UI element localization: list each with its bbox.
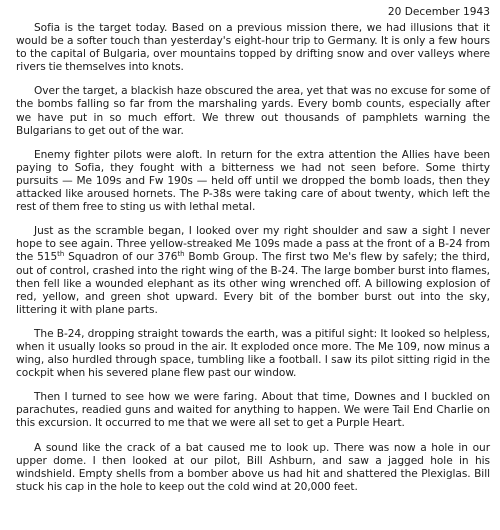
entry-date: 20 December 1943 bbox=[387, 6, 490, 18]
paragraph-3: Enemy fighter pilots were aloft. In return for the extra attention the Allies have been paying to Sofia, they fought with a bitterness we had not seen before. Some thirty pursuits — Me 109s and Fw 190s — held off until we dropped the bomb loads, then they attacked like aroused hornets. The P-38s were taking care of about twenty, which left the rest of them free to sting us with lethal metal. bbox=[16, 148, 490, 214]
paragraph-5: The B-24, dropping straight towards the earth, was a pitiful sight: It looked so helpless, when it usually looks so proud in the air. It exploded once more. The Me 109, now minus a wing, also hurdled through space, tumbling like a football. I saw its pilot sitting rigid in the cockpit when his severed plane flew past our window. bbox=[16, 327, 490, 380]
ordinal-suffix: th bbox=[57, 250, 65, 259]
paragraph-2: Over the target, a blackish haze obscured the area, yet that was no excuse for some of the bombs falling so far from the marshaling yards. Every bomb counts, especially after we have put in so much effort. We threw out thousands of pamphlets warning the Bulgarians to get out of the war. bbox=[16, 85, 490, 137]
paragraph-4-text-middle: Squadron of our 376 bbox=[64, 251, 178, 264]
paragraph-4 bbox=[16, 225, 490, 317]
ordinal-suffix: th bbox=[177, 250, 185, 259]
document-page bbox=[16, 6, 490, 494]
paragraph-4-text-after: Bomb Group. The first two Me's flew by safely; the third, out of control, crashed into the right wing of the B-24. The large bomber burst into flames, then fell like a wounded elephant as its other wing wrenched off. A billowing explosion of red, yellow, and green shot upward. Every bit of the bomber burst out into the sky, littering it with plane parts. bbox=[16, 251, 490, 316]
paragraph-4-text-before: Just as the scramble began, I looked over my right shoulder and saw a sight I never hope to see again. Three yellow-streaked Me 109s made a pass at the front of a B-24 from the 515 bbox=[16, 225, 490, 264]
paragraph-1: Sofia is the target today. Based on a previous mission there, we had illusions that it would be a softer touch than yesterday's eight-hour trip to Germany. It is only a few hours to the capital of Bulgaria, over mountains topped by drifting snow and over valleys where rivers tie themselves into knots. bbox=[16, 22, 490, 74]
paragraph-7: A sound like the crack of a bat caused me to look up. There was now a hole in our upper dome. I then looked at our pilot, Bill Ashburn, and saw a jagged hole in his windshield. Empty shells from a bomber above us had hit and shattered the Plexiglas. Bill stuck his cap in the hole to keep out the cold wind at 20,000 feet. bbox=[16, 441, 490, 493]
paragraph-6: Then I turned to see how we were faring. About that time, Downes and I buckled on parachutes, readied guns and waited for anything to happen. We were Tail End Charlie on this excursion. It occurred to me that we were all set to get a Purple Heart. bbox=[16, 391, 490, 430]
